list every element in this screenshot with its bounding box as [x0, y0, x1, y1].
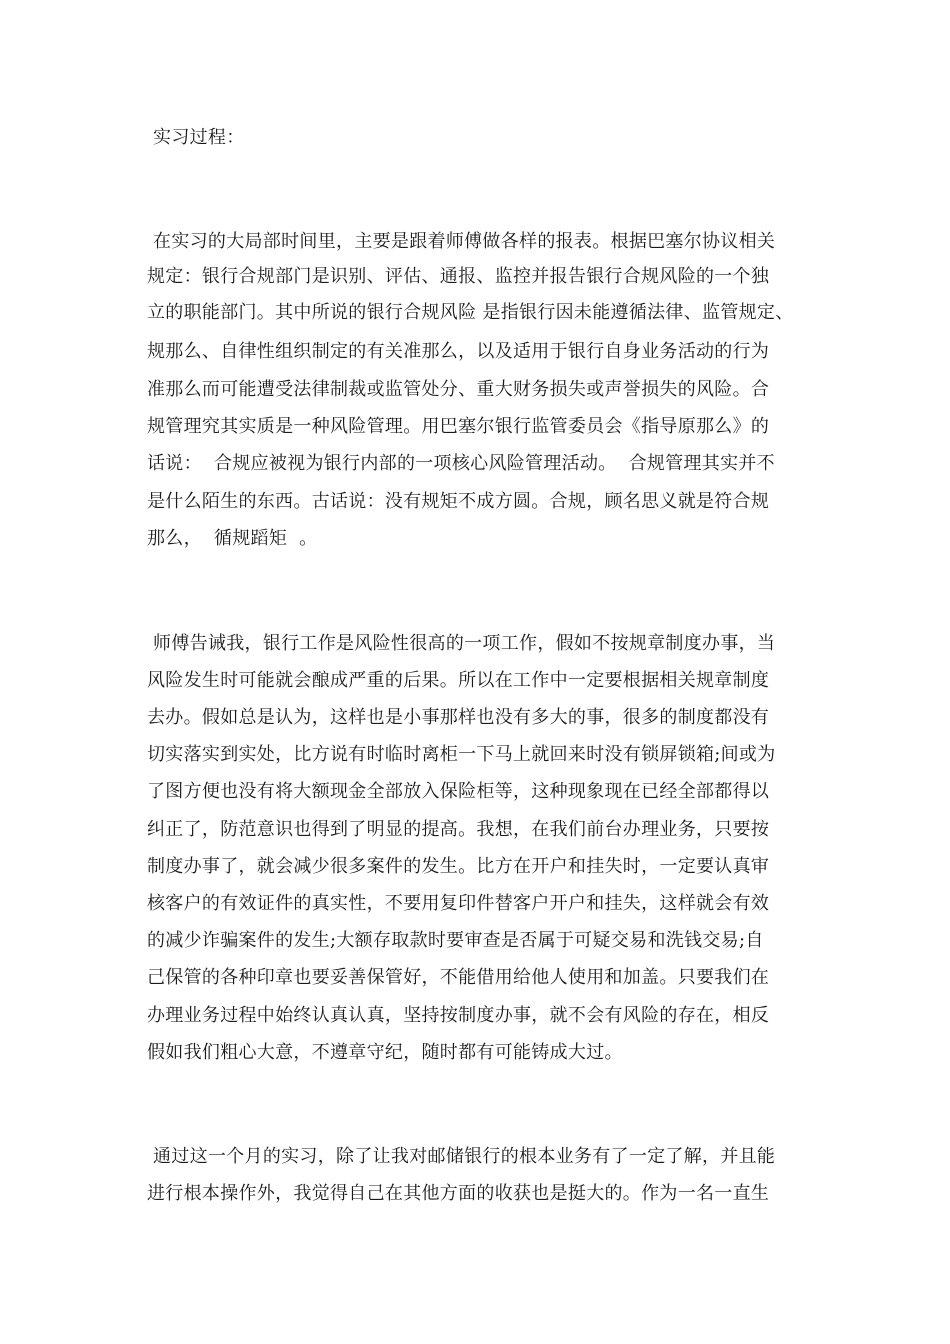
paragraph-line: 师傅告诫我，银行工作是风险性很高的一项工作，假如不按规章制度办事，当: [147, 633, 776, 654]
paragraph-line: 立的职能部门。其中所说的银行合规风险 是指银行因未能遵循法律、监管规定、: [147, 302, 794, 323]
paragraph-line: 规定：银行合规部门是识别、评估、通报、监控并报告银行合规风险的一个独: [147, 266, 770, 287]
paragraph-line: 进行根本操作外，我觉得自己在其他方面的收获也是挺大的。作为一名一直生: [147, 1183, 770, 1204]
paragraph-line: 规管理究其实质是一种风险管理。用巴塞尔银行监管委员会《指导原那么》的: [147, 416, 770, 437]
paragraph-line: 去办。假如总是认为，这样也是小事那样也没有多大的事，很多的制度都没有: [147, 707, 770, 728]
paragraph-line: 规那么、自律性组织制定的有关准那么，以及适用于银行自身业务活动的行为: [147, 341, 770, 362]
section-heading: 实习过程：: [147, 127, 245, 148]
paragraph-line: 是什么陌生的东西。古话说：没有规矩不成方圆。合规，顾名思义就是符合规: [147, 491, 770, 512]
paragraph-line: 那么， 循规蹈矩 。: [147, 528, 318, 549]
paragraph-line: 在实习的大局部时间里，主要是跟着师傅做各样的报表。根据巴塞尔协议相关: [147, 231, 776, 252]
paragraph-line: 假如我们粗心大意，不遵章守纪，随时都有可能铸成大过。: [147, 1042, 623, 1063]
paragraph-line: 切实落实到实处，比方说有时临时离柜一下马上就回来时没有锁屏锁箱;间或为: [147, 744, 776, 765]
paragraph-line: 了图方便也没有将大额现金全部放入保险柜等，这种现象现在已经全部都得以: [147, 781, 770, 802]
paragraph-line: 话说： 合规应被视为银行内部的一项核心风险管理活动。 合规管理其实并不: [147, 453, 775, 474]
paragraph-line: 纠正了，防范意识也得到了明显的提高。我想，在我们前台办理业务，只要按: [147, 819, 770, 840]
paragraph-line: 己保管的各种印章也要妥善保管好，不能借用给他人使用和加盖。只要我们在: [147, 967, 770, 988]
paragraph-line: 的减少诈骗案件的发生;大额存取款时要审查是否属于可疑交易和洗钱交易;自: [147, 930, 764, 951]
paragraph-line: 通过这一个月的实习，除了让我对邮储银行的根本业务有了一定了解，并且能: [147, 1146, 776, 1167]
paragraph-line: 风险发生时可能就会酿成严重的后果。所以在工作中一定要根据相关规章制度: [147, 670, 770, 691]
paragraph-line: 办理业务过程中始终认真认真，坚持按制度办事，就不会有风险的存在，相反: [147, 1005, 770, 1026]
paragraph-line: 核客户的有效证件的真实性，不要用复印件替客户开户和挂失，这样就会有效: [147, 893, 770, 914]
paragraph-line: 制度办事了，就会减少很多案件的发生。比方在开户和挂失时，一定要认真审: [147, 856, 770, 877]
paragraph-line: 准那么而可能遭受法律制裁或监管处分、重大财务损失或声誉损失的风险。合: [147, 379, 770, 400]
